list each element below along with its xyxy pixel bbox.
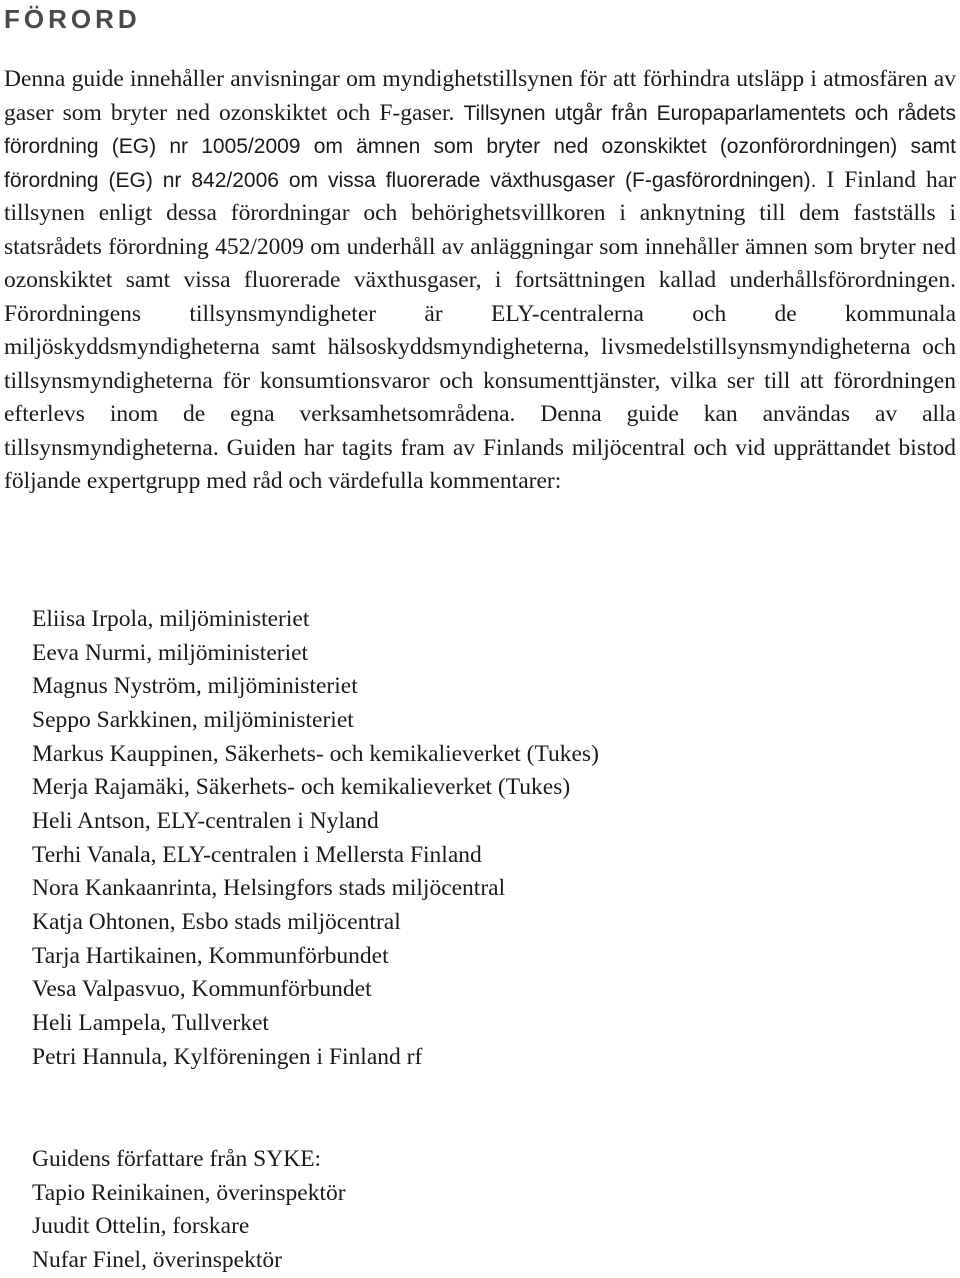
list-item: Eliisa Irpola, miljöministeriet	[32, 606, 310, 632]
list-item: Seppo Sarkkinen, miljöministeriet	[32, 706, 354, 733]
list-item: Merja Rajamäki, Säkerhets- och kemikalieverket (Tukes)	[32, 774, 571, 801]
list-item: Terhi Vanala, ELY-centralen i Mellersta Finland	[32, 841, 482, 868]
list-item: Magnus Nyström, miljöministeriet	[32, 673, 358, 700]
intro-paragraph	[4, 63, 956, 499]
expert-group-list	[32, 603, 599, 1074]
intro-text-part-2: Tillsynen utgår från Europaparlamentets och rådets förordning (EG) nr 1005/2009 om ämnen som bryter ned ozonskiktet (ozonförordningen) samt förordning (EG) nr 842/2006 om vissa fluorerade växthusgaser (F-gasförordningen).	[4, 101, 956, 192]
intro-text-part-3: I Finland har tillsynen enligt dessa förordningar och behörighetsvillkoren i anknytning till dem fastställs i statsrådets förordning 452/2009 om underhåll av anläggningar som innehåller ämnen som bryter ned ozonskiktet samt vissa fluorerade växthusgaser, i fortsättningen kallad underhållsförordningen. Förordningens tillsynsmyndigheter är ELY-centralerna och de kommunala miljöskyddsmyndigheterna samt hälsoskyddsmyndigheterna, livsmedelstillsynsmyndigheterna och tillsynsmyndigheterna för konsumtionsvaror och konsumenttjänster, vilka ser till att förordningen efterlevs inom de egna verksamhetsområdena. Denna guide kan användas av alla tillsynsmyndigheterna. Guiden har tagits fram av Finlands miljöcentral och vid upprättandet bistod följande expertgrupp med råd och värdefulla kommentarer:	[4, 166, 957, 494]
list-item: Tarja Hartikainen, Kommunförbundet	[32, 942, 389, 969]
author-item: Juudit Ottelin, forskare	[32, 1213, 250, 1240]
authors-heading: Guidens författare från SYKE:	[32, 1146, 322, 1172]
author-item: Nufar Finel, överinspektör	[32, 1246, 282, 1273]
page-title: FÖRORD	[4, 4, 141, 34]
list-item: Nora Kankaanrinta, Helsingfors stads miljöcentral	[32, 875, 506, 902]
list-item: Petri Hannula, Kylföreningen i Finland rf	[32, 1043, 423, 1070]
list-item: Heli Antson, ELY-centralen i Nyland	[32, 807, 379, 834]
list-item: Katja Ohtonen, Esbo stads miljöcentral	[32, 908, 401, 935]
list-item: Eeva Nurmi, miljöministeriet	[32, 639, 309, 666]
list-item: Vesa Valpasvuo, Kommunförbundet	[32, 976, 372, 1003]
authors-section	[32, 1143, 346, 1278]
intro-text-part-1: Denna guide innehåller anvisningar om myndighetstillsynen för att förhindra utsläpp i atmosfären av gaser som bryter ned ozonskiktet och F-gaser.	[4, 66, 956, 126]
list-item: Heli Lampela, Tullverket	[32, 1009, 269, 1036]
author-item: Tapio Reinikainen, överinspektör	[32, 1179, 346, 1206]
list-item: Markus Kauppinen, Säkerhets- och kemikalieverket (Tukes)	[32, 740, 599, 767]
